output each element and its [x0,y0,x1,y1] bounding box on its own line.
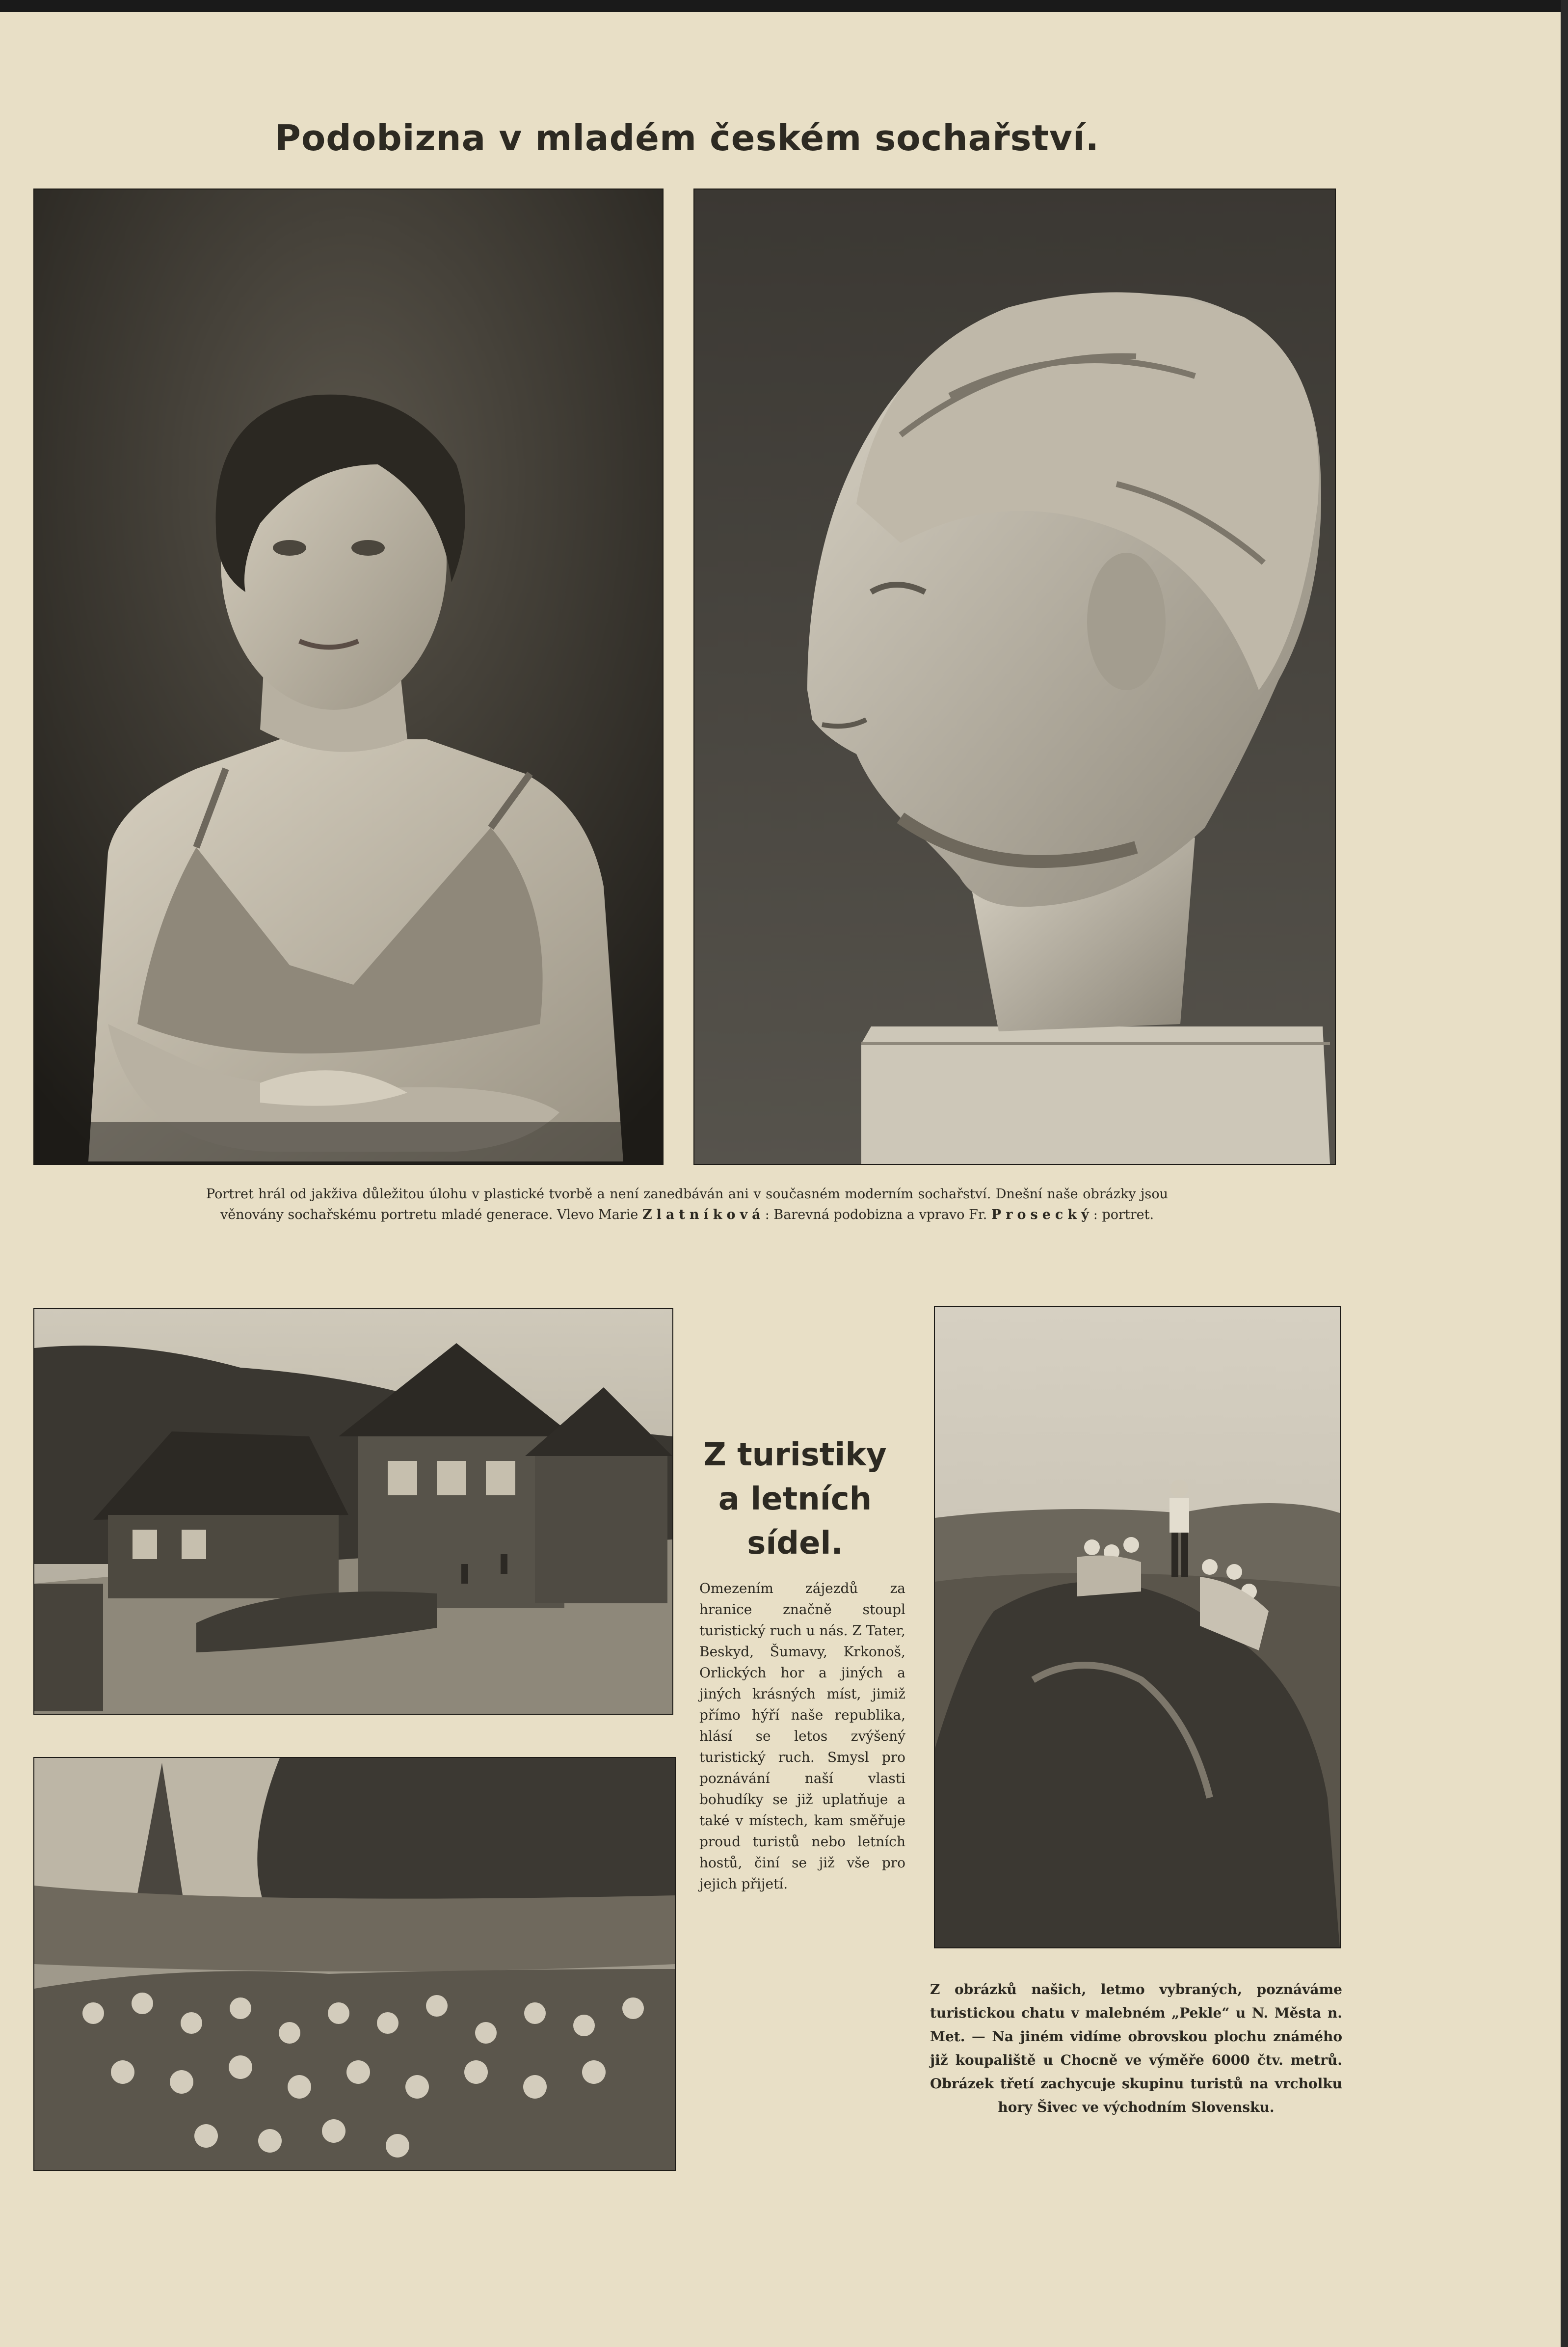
scan-right-edge [1561,0,1568,2347]
top-photo-caption [206,1184,1168,1225]
photo-tourist-chalet [33,1308,673,1715]
tourism-title-line-1: Z turistiky [703,1437,887,1473]
photo-painted-portrait [33,189,664,1165]
caption-artist-prosecky: Prosecký [991,1207,1093,1222]
caption-artist-zlatnikova: Zlatníková [642,1207,765,1222]
caption-text-1: Portret hrál od jakživa důležitou úlohu v plastické tvorbě a není zanedbáván ani v současném moderním sochařství. Dnešní naše obrázky jsou věnovány sochařskému portretu mladé generace. Vlevo Marie [206,1187,1168,1222]
tourism-section-title [687,1433,903,1565]
caption-text-3: : portret. [1093,1207,1154,1222]
photo-swimming-pool [33,1757,676,2171]
photo-hikers-on-peak [934,1306,1341,1948]
tourism-title-line-3: sídel. [747,1525,843,1562]
photo-sculpture-head [693,189,1336,1165]
tourism-title-line-2: a letních [718,1481,872,1517]
caption-text-2: : Barevná podobizna a vpravo Fr. [765,1207,991,1222]
page-headline: Podobizna v mladém českém sochařství. [275,117,1099,159]
tourism-photo-caption: Z obrázků našich, letmo vybraných, poznáváme turistickou chatu v malebném „Pekle“ u N. Města n. Met. — Na jiném vidíme obrovskou plochu známého již koupaliště u Chocně ve výměře 6000 čtv. metrů. Obrázek třetí zachycuje skupinu turistů na vrcholku hory Šivec ve východním Slovensku. [930,1981,1342,2115]
newspaper-page [0,12,1561,2347]
tourism-article-body: Omezením zájezdů za hranice značně stoupl turistický ruch u nás. Z Tater, Beskyd, Šumavy, Krkonoš, Orlických hor a jiných a jiných krásných míst, jimiž přímo hýří naše republika, hlásí se letos zvýšený turistický ruch. Smysl pro poznávání naší vlasti bohudíky se již uplatňuje a také v místech, kam směřuje proud turistů nebo letních hostů, činí se již vše pro jejich přijetí. [699,1580,906,1892]
